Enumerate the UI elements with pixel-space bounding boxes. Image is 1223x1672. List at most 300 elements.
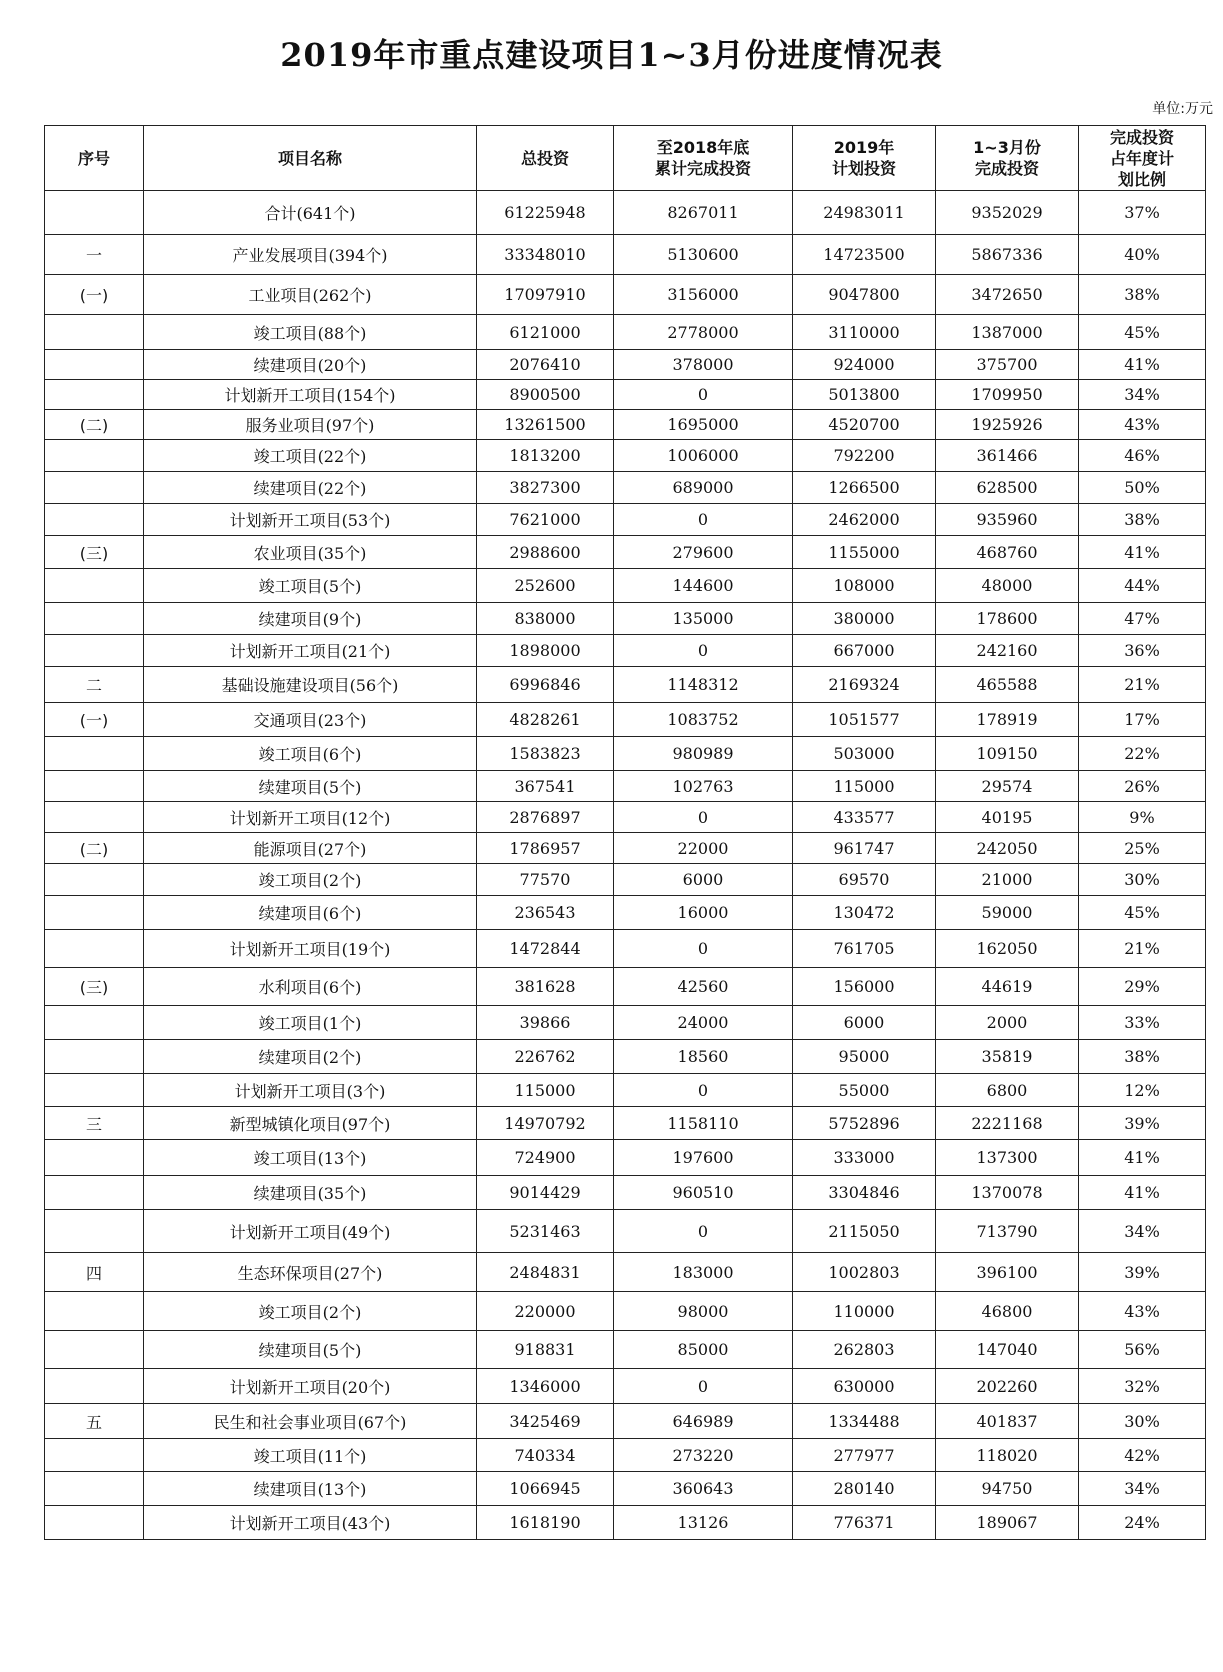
cell-total-investment: 77570 [477, 864, 614, 896]
cell-seq [45, 864, 144, 896]
cell-cumulative-2018: 0 [614, 1210, 793, 1253]
cell-project-name: 续建项目(22个) [144, 472, 477, 504]
cell-cumulative-2018: 22000 [614, 833, 793, 864]
cell-cumulative-2018: 6000 [614, 864, 793, 896]
cell-plan-2019: 380000 [793, 603, 936, 635]
cell-completion-ratio: 17% [1079, 703, 1206, 737]
cell-q1-completed: 40195 [936, 802, 1079, 833]
cell-total-investment: 236543 [477, 896, 614, 930]
cell-project-name: 计划新开工项目(43个) [144, 1506, 477, 1540]
cell-total-investment: 3425469 [477, 1404, 614, 1439]
cell-seq [45, 1140, 144, 1176]
cell-project-name: 合计(641个) [144, 191, 477, 235]
cell-q1-completed: 468760 [936, 536, 1079, 569]
cell-seq: (二) [45, 833, 144, 864]
cell-q1-completed: 713790 [936, 1210, 1079, 1253]
cell-seq: (三) [45, 536, 144, 569]
cell-q1-completed: 35819 [936, 1040, 1079, 1074]
cell-q1-completed: 109150 [936, 737, 1079, 771]
cell-project-name: 民生和社会事业项目(67个) [144, 1404, 477, 1439]
cell-q1-completed: 935960 [936, 504, 1079, 536]
cell-completion-ratio: 41% [1079, 1176, 1206, 1210]
cell-seq: 四 [45, 1253, 144, 1292]
cell-plan-2019: 2115050 [793, 1210, 936, 1253]
cell-completion-ratio: 24% [1079, 1506, 1206, 1540]
cell-project-name: 竣工项目(22个) [144, 440, 477, 472]
cell-plan-2019: 1155000 [793, 536, 936, 569]
cell-q1-completed: 5867336 [936, 235, 1079, 275]
cell-total-investment: 1618190 [477, 1506, 614, 1540]
cell-q1-completed: 48000 [936, 569, 1079, 603]
table-row [45, 504, 1206, 536]
cell-plan-2019: 924000 [793, 350, 936, 380]
cell-total-investment: 4828261 [477, 703, 614, 737]
cell-seq [45, 350, 144, 380]
table-row [45, 472, 1206, 504]
cell-completion-ratio: 34% [1079, 1210, 1206, 1253]
cell-total-investment: 226762 [477, 1040, 614, 1074]
cell-project-name: 服务业项目(97个) [144, 410, 477, 440]
cell-seq [45, 930, 144, 968]
cell-cumulative-2018: 273220 [614, 1439, 793, 1472]
cell-completion-ratio: 43% [1079, 1292, 1206, 1331]
cell-seq [45, 440, 144, 472]
cell-cumulative-2018: 1083752 [614, 703, 793, 737]
cell-cumulative-2018: 0 [614, 380, 793, 410]
table-row [45, 235, 1206, 275]
cell-q1-completed: 178600 [936, 603, 1079, 635]
cell-plan-2019: 776371 [793, 1506, 936, 1540]
cell-project-name: 工业项目(262个) [144, 275, 477, 315]
table-row [45, 635, 1206, 667]
table-row [45, 1140, 1206, 1176]
cell-project-name: 竣工项目(6个) [144, 737, 477, 771]
cell-total-investment: 14970792 [477, 1107, 614, 1140]
cell-plan-2019: 792200 [793, 440, 936, 472]
cell-total-investment: 1472844 [477, 930, 614, 968]
cell-completion-ratio: 45% [1079, 315, 1206, 350]
cell-seq: 三 [45, 1107, 144, 1140]
cell-seq [45, 1074, 144, 1107]
cell-project-name: 产业发展项目(394个) [144, 235, 477, 275]
cell-plan-2019: 6000 [793, 1006, 936, 1040]
cell-plan-2019: 115000 [793, 771, 936, 802]
cell-seq [45, 1439, 144, 1472]
cell-total-investment: 918831 [477, 1331, 614, 1369]
cell-total-investment: 1346000 [477, 1369, 614, 1404]
cell-seq: (三) [45, 968, 144, 1006]
cell-project-name: 竣工项目(2个) [144, 1292, 477, 1331]
cell-total-investment: 39866 [477, 1006, 614, 1040]
cell-seq [45, 1006, 144, 1040]
table-row [45, 275, 1206, 315]
cell-project-name: 竣工项目(88个) [144, 315, 477, 350]
cell-cumulative-2018: 42560 [614, 968, 793, 1006]
header-name: 项目名称 [144, 126, 477, 191]
cell-total-investment: 1898000 [477, 635, 614, 667]
cell-cumulative-2018: 0 [614, 930, 793, 968]
cell-total-investment: 2988600 [477, 536, 614, 569]
cell-plan-2019: 14723500 [793, 235, 936, 275]
cell-plan-2019: 1002803 [793, 1253, 936, 1292]
cell-q1-completed: 401837 [936, 1404, 1079, 1439]
cell-q1-completed: 162050 [936, 930, 1079, 968]
cell-q1-completed: 178919 [936, 703, 1079, 737]
cell-cumulative-2018: 1006000 [614, 440, 793, 472]
cell-cumulative-2018: 0 [614, 504, 793, 536]
cell-q1-completed: 147040 [936, 1331, 1079, 1369]
table-row [45, 864, 1206, 896]
progress-table [44, 125, 1206, 1540]
cell-cumulative-2018: 13126 [614, 1506, 793, 1540]
cell-completion-ratio: 30% [1079, 1404, 1206, 1439]
cell-project-name: 竣工项目(2个) [144, 864, 477, 896]
cell-q1-completed: 59000 [936, 896, 1079, 930]
table-row [45, 380, 1206, 410]
cell-cumulative-2018: 0 [614, 635, 793, 667]
cell-q1-completed: 1370078 [936, 1176, 1079, 1210]
cell-project-name: 续建项目(5个) [144, 771, 477, 802]
table-row [45, 315, 1206, 350]
cell-total-investment: 1583823 [477, 737, 614, 771]
cell-q1-completed: 118020 [936, 1439, 1079, 1472]
header-cum2018: 至2018年底 累计完成投资 [614, 126, 793, 191]
header-done: 1~3月份 完成投资 [936, 126, 1079, 191]
cell-cumulative-2018: 8267011 [614, 191, 793, 235]
cell-plan-2019: 9047800 [793, 275, 936, 315]
cell-seq [45, 315, 144, 350]
cell-total-investment: 724900 [477, 1140, 614, 1176]
table-row [45, 410, 1206, 440]
cell-seq: (一) [45, 703, 144, 737]
cell-total-investment: 2076410 [477, 350, 614, 380]
table-row [45, 703, 1206, 737]
cell-plan-2019: 1266500 [793, 472, 936, 504]
cell-plan-2019: 110000 [793, 1292, 936, 1331]
cell-q1-completed: 1709950 [936, 380, 1079, 410]
cell-cumulative-2018: 135000 [614, 603, 793, 635]
cell-cumulative-2018: 378000 [614, 350, 793, 380]
cell-cumulative-2018: 2778000 [614, 315, 793, 350]
cell-seq [45, 1506, 144, 1540]
cell-total-investment: 1813200 [477, 440, 614, 472]
cell-completion-ratio: 43% [1079, 410, 1206, 440]
cell-cumulative-2018: 1695000 [614, 410, 793, 440]
cell-seq [45, 472, 144, 504]
cell-project-name: 新型城镇化项目(97个) [144, 1107, 477, 1140]
cell-project-name: 续建项目(9个) [144, 603, 477, 635]
cell-cumulative-2018: 0 [614, 802, 793, 833]
table-row [45, 603, 1206, 635]
table-row [45, 833, 1206, 864]
table-row [45, 968, 1206, 1006]
cell-cumulative-2018: 98000 [614, 1292, 793, 1331]
cell-project-name: 计划新开工项目(53个) [144, 504, 477, 536]
cell-seq [45, 569, 144, 603]
header-plan2019: 2019年 计划投资 [793, 126, 936, 191]
cell-seq [45, 896, 144, 930]
cell-plan-2019: 630000 [793, 1369, 936, 1404]
cell-total-investment: 838000 [477, 603, 614, 635]
cell-project-name: 续建项目(35个) [144, 1176, 477, 1210]
cell-completion-ratio: 38% [1079, 1040, 1206, 1074]
cell-q1-completed: 29574 [936, 771, 1079, 802]
cell-project-name: 能源项目(27个) [144, 833, 477, 864]
table-row [45, 737, 1206, 771]
cell-q1-completed: 242160 [936, 635, 1079, 667]
cell-q1-completed: 2221168 [936, 1107, 1079, 1140]
cell-project-name: 续建项目(6个) [144, 896, 477, 930]
cell-plan-2019: 24983011 [793, 191, 936, 235]
cell-seq [45, 771, 144, 802]
cell-plan-2019: 95000 [793, 1040, 936, 1074]
cell-total-investment: 3827300 [477, 472, 614, 504]
cell-seq [45, 737, 144, 771]
cell-q1-completed: 6800 [936, 1074, 1079, 1107]
cell-seq [45, 603, 144, 635]
cell-completion-ratio: 56% [1079, 1331, 1206, 1369]
cell-cumulative-2018: 0 [614, 1369, 793, 1404]
cell-q1-completed: 46800 [936, 1292, 1079, 1331]
cell-plan-2019: 667000 [793, 635, 936, 667]
header-total: 总投资 [477, 126, 614, 191]
cell-q1-completed: 628500 [936, 472, 1079, 504]
cell-seq [45, 1210, 144, 1253]
cell-cumulative-2018: 360643 [614, 1472, 793, 1506]
cell-total-investment: 1066945 [477, 1472, 614, 1506]
cell-seq [45, 1369, 144, 1404]
cell-q1-completed: 396100 [936, 1253, 1079, 1292]
cell-q1-completed: 375700 [936, 350, 1079, 380]
cell-cumulative-2018: 1148312 [614, 667, 793, 703]
cell-completion-ratio: 41% [1079, 350, 1206, 380]
table-row [45, 440, 1206, 472]
cell-seq [45, 1176, 144, 1210]
cell-project-name: 基础设施建设项目(56个) [144, 667, 477, 703]
cell-plan-2019: 961747 [793, 833, 936, 864]
cell-completion-ratio: 41% [1079, 536, 1206, 569]
table-row [45, 1006, 1206, 1040]
cell-cumulative-2018: 18560 [614, 1040, 793, 1074]
cell-q1-completed: 94750 [936, 1472, 1079, 1506]
cell-completion-ratio: 25% [1079, 833, 1206, 864]
cell-seq [45, 380, 144, 410]
cell-q1-completed: 3472650 [936, 275, 1079, 315]
cell-seq: 五 [45, 1404, 144, 1439]
cell-seq: (一) [45, 275, 144, 315]
cell-seq [45, 504, 144, 536]
cell-total-investment: 6121000 [477, 315, 614, 350]
cell-completion-ratio: 21% [1079, 667, 1206, 703]
cell-completion-ratio: 34% [1079, 1472, 1206, 1506]
cell-completion-ratio: 38% [1079, 275, 1206, 315]
cell-completion-ratio: 41% [1079, 1140, 1206, 1176]
cell-total-investment: 367541 [477, 771, 614, 802]
cell-plan-2019: 5752896 [793, 1107, 936, 1140]
cell-completion-ratio: 9% [1079, 802, 1206, 833]
cell-plan-2019: 5013800 [793, 380, 936, 410]
cell-q1-completed: 9352029 [936, 191, 1079, 235]
cell-cumulative-2018: 197600 [614, 1140, 793, 1176]
cell-plan-2019: 130472 [793, 896, 936, 930]
cell-completion-ratio: 40% [1079, 235, 1206, 275]
cell-plan-2019: 3110000 [793, 315, 936, 350]
cell-project-name: 续建项目(20个) [144, 350, 477, 380]
cell-cumulative-2018: 980989 [614, 737, 793, 771]
cell-total-investment: 381628 [477, 968, 614, 1006]
cell-seq [45, 1292, 144, 1331]
cell-plan-2019: 277977 [793, 1439, 936, 1472]
cell-project-name: 生态环保项目(27个) [144, 1253, 477, 1292]
cell-completion-ratio: 38% [1079, 504, 1206, 536]
cell-total-investment: 6996846 [477, 667, 614, 703]
cell-q1-completed: 189067 [936, 1506, 1079, 1540]
cell-plan-2019: 2169324 [793, 667, 936, 703]
cell-seq [45, 635, 144, 667]
cell-total-investment: 252600 [477, 569, 614, 603]
cell-cumulative-2018: 279600 [614, 536, 793, 569]
table-row [45, 536, 1206, 569]
cell-plan-2019: 1051577 [793, 703, 936, 737]
cell-total-investment: 1786957 [477, 833, 614, 864]
cell-completion-ratio: 37% [1079, 191, 1206, 235]
table-row [45, 191, 1206, 235]
table-row [45, 1292, 1206, 1331]
cell-project-name: 竣工项目(11个) [144, 1439, 477, 1472]
unit-label: 单位:万元 [1152, 101, 1213, 117]
header-row [45, 126, 1206, 191]
cell-plan-2019: 4520700 [793, 410, 936, 440]
cell-cumulative-2018: 102763 [614, 771, 793, 802]
table-row [45, 1404, 1206, 1439]
cell-cumulative-2018: 144600 [614, 569, 793, 603]
cell-q1-completed: 2000 [936, 1006, 1079, 1040]
cell-cumulative-2018: 24000 [614, 1006, 793, 1040]
table-row [45, 1369, 1206, 1404]
table-row [45, 930, 1206, 968]
table-row [45, 1176, 1206, 1210]
cell-completion-ratio: 46% [1079, 440, 1206, 472]
table-row [45, 771, 1206, 802]
cell-plan-2019: 280140 [793, 1472, 936, 1506]
cell-cumulative-2018: 85000 [614, 1331, 793, 1369]
cell-project-name: 计划新开工项目(3个) [144, 1074, 477, 1107]
cell-completion-ratio: 44% [1079, 569, 1206, 603]
cell-project-name: 计划新开工项目(12个) [144, 802, 477, 833]
cell-completion-ratio: 29% [1079, 968, 1206, 1006]
cell-completion-ratio: 42% [1079, 1439, 1206, 1472]
page-title: 2019年市重点建设项目1~3月份进度情况表 [280, 36, 943, 74]
header-ratio: 完成投资 占年度计 划比例 [1079, 126, 1206, 191]
cell-completion-ratio: 22% [1079, 737, 1206, 771]
cell-cumulative-2018: 0 [614, 1074, 793, 1107]
cell-plan-2019: 2462000 [793, 504, 936, 536]
cell-project-name: 续建项目(2个) [144, 1040, 477, 1074]
cell-completion-ratio: 12% [1079, 1074, 1206, 1107]
cell-plan-2019: 262803 [793, 1331, 936, 1369]
cell-completion-ratio: 50% [1079, 472, 1206, 504]
cell-cumulative-2018: 646989 [614, 1404, 793, 1439]
cell-completion-ratio: 30% [1079, 864, 1206, 896]
cell-total-investment: 2484831 [477, 1253, 614, 1292]
cell-project-name: 竣工项目(1个) [144, 1006, 477, 1040]
cell-project-name: 计划新开工项目(21个) [144, 635, 477, 667]
cell-plan-2019: 333000 [793, 1140, 936, 1176]
cell-q1-completed: 465588 [936, 667, 1079, 703]
cell-completion-ratio: 33% [1079, 1006, 1206, 1040]
table-row [45, 1331, 1206, 1369]
cell-q1-completed: 361466 [936, 440, 1079, 472]
table-body [45, 191, 1206, 1540]
cell-cumulative-2018: 5130600 [614, 235, 793, 275]
cell-q1-completed: 202260 [936, 1369, 1079, 1404]
cell-project-name: 水利项目(6个) [144, 968, 477, 1006]
cell-seq: (二) [45, 410, 144, 440]
cell-total-investment: 61225948 [477, 191, 614, 235]
cell-cumulative-2018: 960510 [614, 1176, 793, 1210]
cell-q1-completed: 44619 [936, 968, 1079, 1006]
cell-completion-ratio: 21% [1079, 930, 1206, 968]
cell-seq [45, 802, 144, 833]
cell-total-investment: 740334 [477, 1439, 614, 1472]
cell-total-investment: 17097910 [477, 275, 614, 315]
table-row [45, 1506, 1206, 1540]
cell-plan-2019: 3304846 [793, 1176, 936, 1210]
cell-plan-2019: 156000 [793, 968, 936, 1006]
table-row [45, 569, 1206, 603]
cell-total-investment: 9014429 [477, 1176, 614, 1210]
cell-project-name: 续建项目(13个) [144, 1472, 477, 1506]
cell-project-name: 农业项目(35个) [144, 536, 477, 569]
cell-total-investment: 2876897 [477, 802, 614, 833]
cell-project-name: 计划新开工项目(19个) [144, 930, 477, 968]
cell-plan-2019: 69570 [793, 864, 936, 896]
cell-total-investment: 220000 [477, 1292, 614, 1331]
table-row [45, 802, 1206, 833]
cell-seq [45, 1040, 144, 1074]
table-row [45, 1074, 1206, 1107]
cell-completion-ratio: 32% [1079, 1369, 1206, 1404]
cell-project-name: 计划新开工项目(49个) [144, 1210, 477, 1253]
cell-plan-2019: 433577 [793, 802, 936, 833]
cell-completion-ratio: 39% [1079, 1253, 1206, 1292]
cell-project-name: 竣工项目(13个) [144, 1140, 477, 1176]
cell-project-name: 竣工项目(5个) [144, 569, 477, 603]
table-row [45, 1040, 1206, 1074]
cell-completion-ratio: 26% [1079, 771, 1206, 802]
cell-seq [45, 1331, 144, 1369]
cell-project-name: 交通项目(23个) [144, 703, 477, 737]
cell-project-name: 计划新开工项目(20个) [144, 1369, 477, 1404]
cell-plan-2019: 761705 [793, 930, 936, 968]
cell-seq [45, 191, 144, 235]
cell-plan-2019: 108000 [793, 569, 936, 603]
cell-cumulative-2018: 183000 [614, 1253, 793, 1292]
cell-q1-completed: 1925926 [936, 410, 1079, 440]
cell-project-name: 计划新开工项目(154个) [144, 380, 477, 410]
header-seq: 序号 [45, 126, 144, 191]
cell-completion-ratio: 34% [1079, 380, 1206, 410]
cell-completion-ratio: 47% [1079, 603, 1206, 635]
cell-seq [45, 1472, 144, 1506]
cell-cumulative-2018: 3156000 [614, 275, 793, 315]
cell-plan-2019: 1334488 [793, 1404, 936, 1439]
cell-q1-completed: 1387000 [936, 315, 1079, 350]
cell-completion-ratio: 39% [1079, 1107, 1206, 1140]
table-row [45, 1472, 1206, 1506]
cell-cumulative-2018: 1158110 [614, 1107, 793, 1140]
cell-total-investment: 115000 [477, 1074, 614, 1107]
